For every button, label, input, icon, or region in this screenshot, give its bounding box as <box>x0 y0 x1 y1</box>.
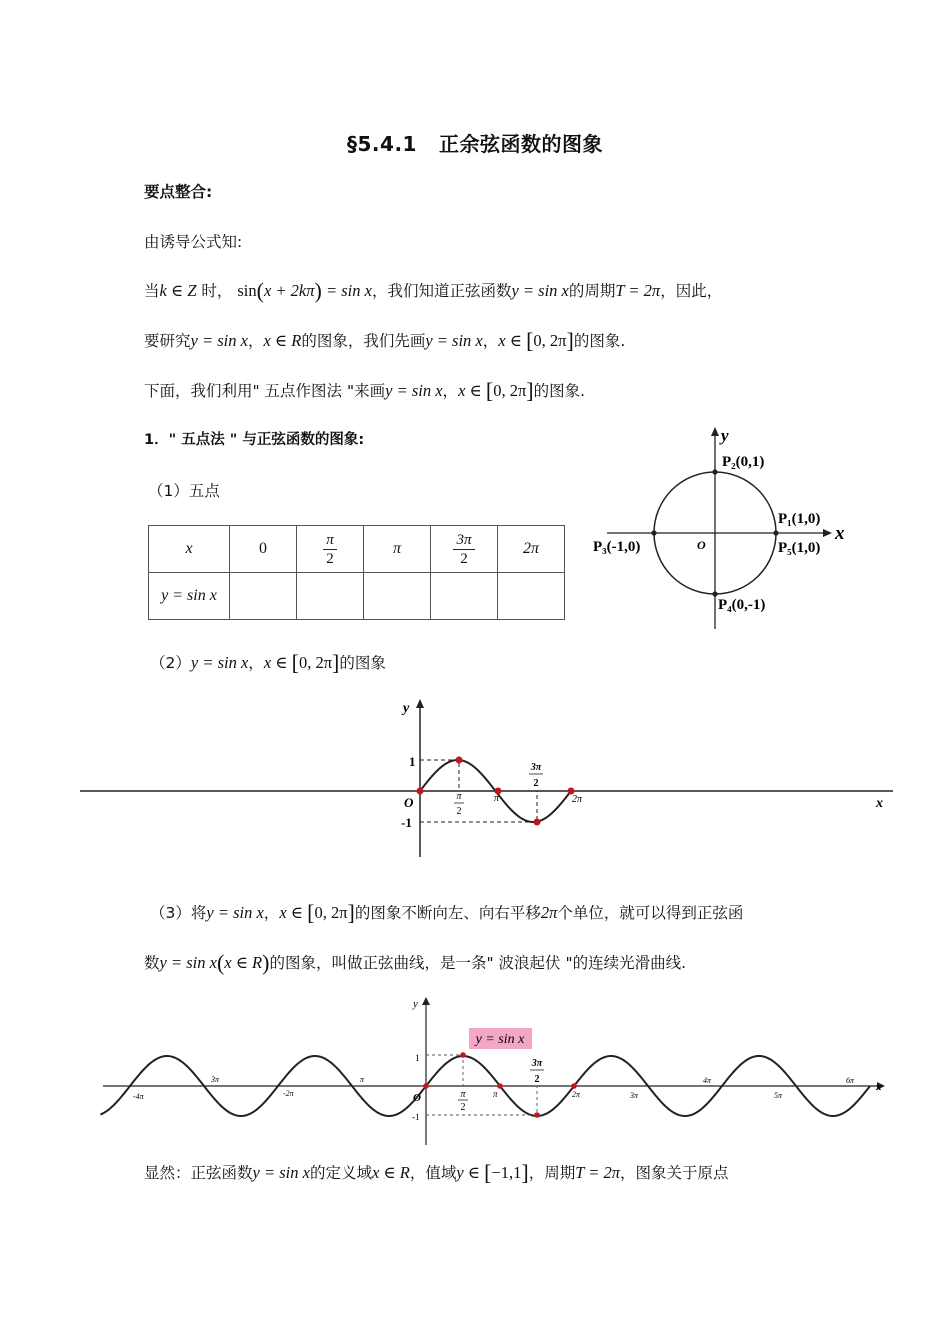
table-row <box>149 526 565 573</box>
point-p4 <box>712 591 717 596</box>
x-label: x <box>876 796 883 811</box>
x-arrow <box>823 529 832 537</box>
math-domain: x ∈ R <box>371 1163 410 1182</box>
tick-1: 1 <box>415 1053 420 1063</box>
text: ，值域 <box>409 1164 457 1182</box>
y-label: y <box>721 426 729 445</box>
math-k: k <box>159 281 167 300</box>
frac-den: 2 <box>460 550 468 567</box>
math-shift: 2π <box>540 903 558 922</box>
math-domain: x ∈ R <box>263 331 302 350</box>
text: ，图象关于原点 <box>620 1164 729 1182</box>
tick-neg-2pi: -2π <box>283 1089 294 1098</box>
label-p2: P₂(0,1) <box>722 454 765 470</box>
text: 的图象. <box>573 332 626 350</box>
bracket-right: ] <box>332 650 340 675</box>
tick-pi: π <box>494 793 500 804</box>
table-cell: π <box>364 526 431 573</box>
math-in: ∈ <box>166 281 188 300</box>
key-point-3pi-half <box>534 819 541 826</box>
table-cell-empty <box>431 573 498 620</box>
table-cell: x <box>149 526 230 573</box>
dashed-guide-max <box>426 1055 463 1086</box>
tick-3pi-half-num: 3π <box>530 762 542 773</box>
point-p1 <box>773 530 778 535</box>
dashed-guide-min <box>426 1086 537 1115</box>
tick-neg1: -1 <box>401 815 412 830</box>
table-cell: y = sin x <box>149 573 230 620</box>
tick-3pi-half-den: 2 <box>533 778 539 789</box>
math-interval: 0, 2π <box>298 653 333 672</box>
text: ， <box>482 332 499 350</box>
y-label: y <box>413 998 418 1010</box>
sub-graph-caption <box>150 652 386 674</box>
y-label: y <box>403 701 410 716</box>
math-eq: = sin x <box>321 281 372 300</box>
title-number: §5.4.1 <box>347 132 417 156</box>
text: （3）将 <box>150 904 207 922</box>
math-interval: 0, 2π <box>533 331 567 350</box>
table-cell: 0 <box>230 526 297 573</box>
heading-five-point-method: 1．" 五点法 " 与正弦函数的图象: <box>144 432 365 448</box>
key-point-0 <box>423 1083 429 1089</box>
frac-num: 3π <box>453 531 474 550</box>
text: 的图象，我们先画 <box>301 332 426 350</box>
text: 的周期 <box>568 282 616 300</box>
paren-left: ( <box>216 950 225 975</box>
math-function: y = sin x <box>385 381 443 400</box>
bracket-right: ] <box>526 378 534 403</box>
math-period: T = 2π <box>615 281 661 300</box>
y-arrow <box>422 997 430 1005</box>
frac-den: 2 <box>326 550 334 567</box>
math-period: T = 2π <box>575 1163 621 1182</box>
label-p3: P₃(-1,0) <box>593 539 641 555</box>
math-domain: x ∈ <box>263 653 292 672</box>
bracket-left: [ <box>307 900 315 925</box>
sub-translation-text <box>150 902 743 924</box>
math-Z: Z <box>187 281 197 300</box>
bracket-right: ] <box>566 328 574 353</box>
tick-pi-half-den: 2 <box>456 806 462 817</box>
line-periodicity <box>144 280 722 302</box>
math-function: y = sin x <box>190 653 249 672</box>
math-function: y = sin x <box>252 1163 310 1182</box>
frac-num: π <box>323 531 337 550</box>
tick-pi-half-num: π <box>456 791 462 802</box>
key-point-pi-half <box>456 757 463 764</box>
bracket-right: ] <box>347 900 355 925</box>
bracket-right: ] <box>521 1160 529 1185</box>
key-point-2pi <box>571 1083 577 1089</box>
tick-neg1: -1 <box>412 1112 420 1122</box>
text: ， <box>247 332 264 350</box>
math-inner: x + 2kπ <box>263 281 315 300</box>
table-cell-empty <box>230 573 297 620</box>
text: 显然：正弦函数 <box>144 1164 253 1182</box>
text: 的图象不断向左、向右平移 <box>354 904 541 922</box>
tick-2pi: 2π <box>572 794 583 805</box>
sine-one-period-graph <box>0 690 950 865</box>
text: ， <box>442 382 459 400</box>
math-function: y = sin x <box>425 331 483 350</box>
text: 的图象. <box>533 382 586 400</box>
text: 时， <box>196 282 233 300</box>
table-cell <box>297 526 364 573</box>
math-function: y = sin x <box>511 281 569 300</box>
text: 的定义域 <box>309 1164 372 1182</box>
text: ，周期 <box>528 1164 576 1182</box>
dashed-guide-max <box>420 760 459 791</box>
tick-6pi: 6π <box>846 1076 855 1085</box>
text: 的图象 <box>339 654 386 672</box>
bracket-left: [ <box>485 378 494 403</box>
text: 下面，我们利用" 五点作图法 "来画 <box>144 382 386 400</box>
table-cell <box>431 526 498 573</box>
math-interval: 0, 2π <box>493 381 527 400</box>
math-interval: 0, 2π <box>314 903 348 922</box>
line-study <box>144 330 625 352</box>
key-point-0 <box>417 788 424 795</box>
math-range-value: −1,1 <box>491 1163 522 1182</box>
tick-3pi-half-num: 3π <box>531 1058 543 1069</box>
page-title <box>0 128 950 157</box>
table-cell-empty <box>364 573 431 620</box>
text: ，因此， <box>660 282 723 300</box>
table-row <box>149 573 565 620</box>
label-p1: P₁(1,0) <box>778 511 821 527</box>
x-label: x <box>835 523 845 544</box>
sine-curve-graph <box>0 990 950 1155</box>
label-p5: P₅(1,0) <box>778 540 821 556</box>
tick-5pi: 5π <box>774 1091 783 1100</box>
tick-neg-4pi: -4π <box>133 1092 144 1101</box>
bracket-left: [ <box>291 650 299 675</box>
text: ， <box>263 904 280 922</box>
tick-pi-half-num: π <box>460 1089 466 1100</box>
table-cell: 2π <box>498 526 565 573</box>
text: 个单位，就可以得到正弦函 <box>557 904 744 922</box>
tick-1: 1 <box>409 754 416 769</box>
point-p3 <box>651 530 656 535</box>
sub-five-points: （1）五点 <box>148 482 220 500</box>
text: 要研究 <box>144 332 191 350</box>
tick-neg-pi: π <box>360 1075 365 1084</box>
point-p2 <box>712 469 717 474</box>
math-range: y ∈ <box>456 1163 485 1182</box>
paren-right: ) <box>262 950 270 975</box>
text: ， <box>248 654 264 672</box>
line-properties <box>144 1162 729 1184</box>
math-function: y = sin x <box>159 953 217 972</box>
key-point-pi <box>497 1083 503 1089</box>
label-p4: P₄(0,-1) <box>718 597 766 613</box>
text: 当 <box>144 282 160 300</box>
tick-3pi: 3π <box>630 1091 639 1100</box>
tick-neg-3pi: 3π <box>211 1075 220 1084</box>
tick-pi-half-den: 2 <box>460 1102 466 1113</box>
math-domain: x ∈ <box>279 903 308 922</box>
line-five-point-intro <box>144 380 585 402</box>
y-arrow <box>711 427 719 436</box>
title-text: 正余弦函数的图象 <box>438 132 603 156</box>
function-label: y = sin x <box>475 1032 525 1047</box>
unit-circle-diagram <box>585 422 855 637</box>
origin-label: O <box>413 1092 421 1104</box>
table-cell-empty <box>498 573 565 620</box>
tick-4pi: 4π <box>703 1076 712 1085</box>
tick-3pi-half-den: 2 <box>534 1074 540 1085</box>
origin-label: O <box>404 795 414 810</box>
text: 的图象，叫做正弦曲线，是一条" 波浪起伏 "的连续光滑曲线. <box>269 954 687 972</box>
paren-right: ) <box>314 278 322 303</box>
math-domain: x ∈ <box>498 331 527 350</box>
five-point-table <box>148 525 565 620</box>
math-sin: sin <box>237 281 257 300</box>
tick-pi: π <box>493 1089 498 1099</box>
table-cell-empty <box>297 573 364 620</box>
math-function: y = sin x <box>190 331 248 350</box>
math-function: y = sin x <box>206 903 264 922</box>
sub-translation-text-2 <box>144 952 686 974</box>
line-intro: 由诱导公式知: <box>144 233 243 251</box>
bracket-left: [ <box>526 328 534 353</box>
section-heading: 要点整合: <box>144 183 213 201</box>
x-label: x <box>876 1081 882 1093</box>
text: 数 <box>144 954 160 972</box>
math-domain: x ∈ R <box>224 953 263 972</box>
math-domain: x ∈ <box>458 381 486 400</box>
origin-label: O <box>697 538 706 552</box>
key-point-3pi-half <box>534 1112 540 1118</box>
key-point-pi-half <box>460 1052 466 1058</box>
y-arrow <box>416 699 424 708</box>
tick-2pi: 2π <box>572 1090 581 1099</box>
text: ，我们知道正弦函数 <box>371 282 512 300</box>
paren-left: ( <box>256 278 264 303</box>
bracket-left: [ <box>484 1160 492 1185</box>
text: （2） <box>150 654 191 672</box>
